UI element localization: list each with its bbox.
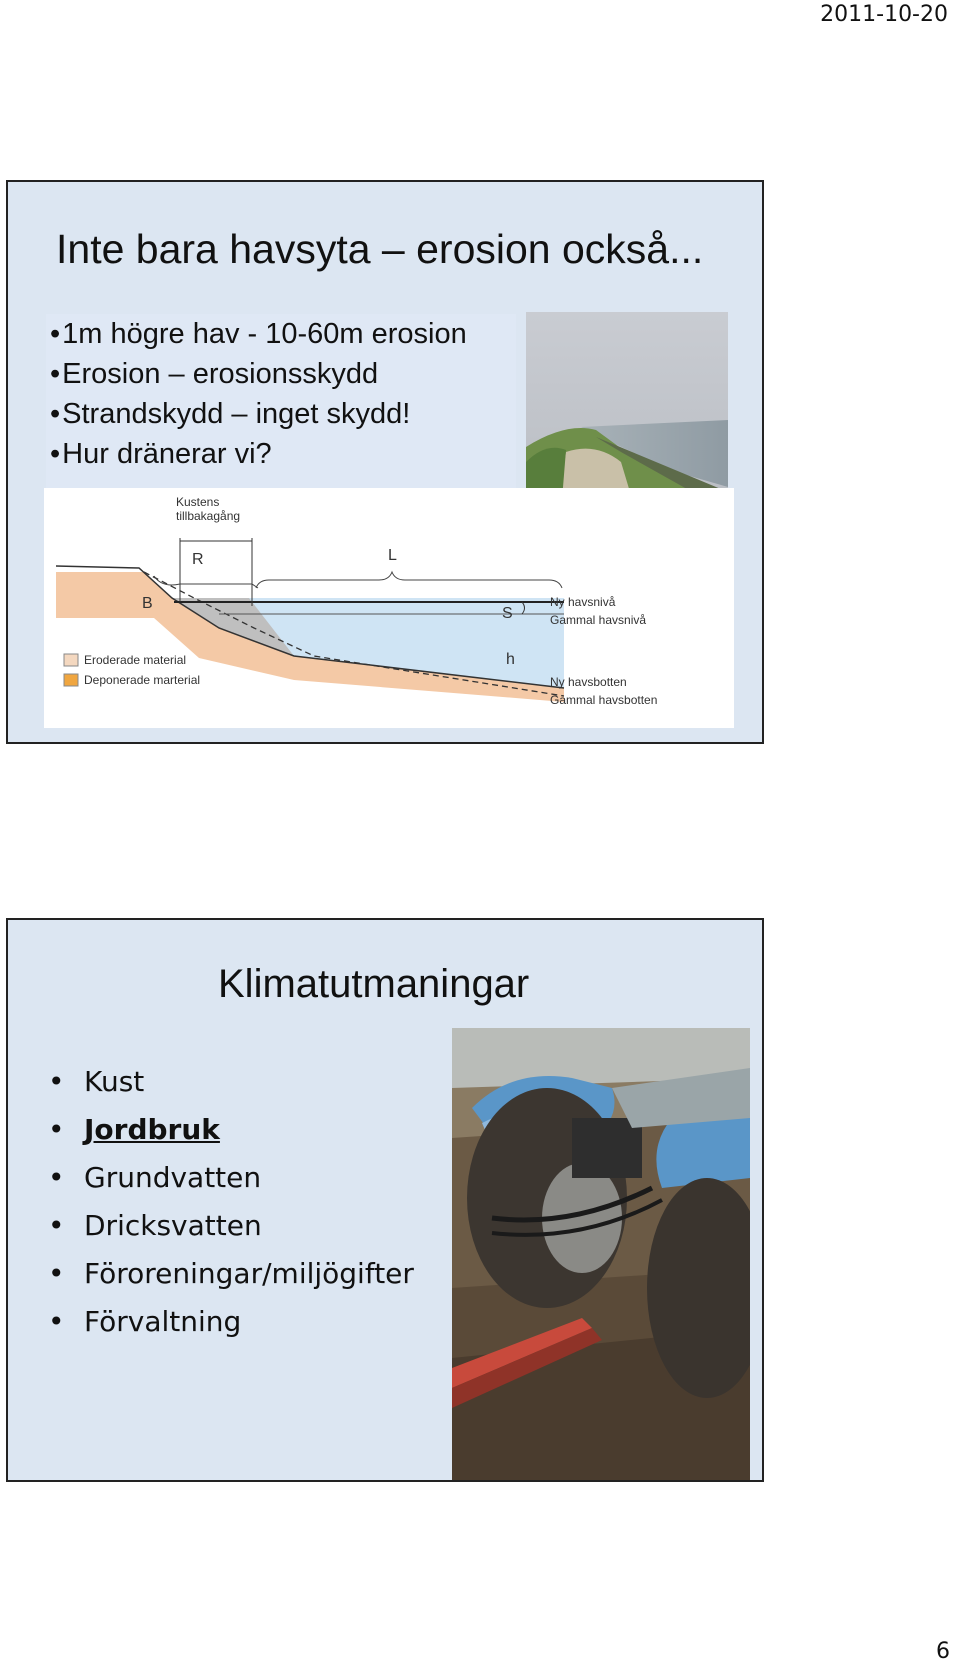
- tractor-photo: [452, 1028, 750, 1482]
- legend-eroderade: Eroderade material: [84, 653, 187, 667]
- bullet-list: [46, 314, 516, 492]
- label-h: h: [506, 651, 515, 668]
- legend-swatch-deponerade: [64, 674, 78, 686]
- bullet-item-active: • Jordbruk: [48, 1113, 220, 1146]
- diagram-heading-line2: tillbakagång: [176, 509, 241, 523]
- slide-title: Inte bara havsyta – erosion också...: [56, 226, 704, 272]
- label-s: S: [502, 605, 513, 622]
- bullet-item: • Kust: [48, 1065, 145, 1098]
- label-gammal-havsniva: Gammal havsnivå: [550, 613, 647, 627]
- slide-klimatutmaningar: [6, 918, 764, 1482]
- bullet-item: • Förvaltning: [48, 1305, 242, 1338]
- bullet-list: [48, 1058, 414, 1346]
- bullet-item: • 1m högre hav - 10-60m erosion: [46, 314, 516, 354]
- label-ny-havsbotten: Ny havsbotten: [550, 675, 627, 689]
- label-r: R: [192, 551, 204, 568]
- bullet-item: • Dricksvatten: [48, 1209, 262, 1242]
- diagram-heading-line1: Kustens: [176, 495, 220, 509]
- legend-deponerade: Deponerade marterial: [84, 673, 201, 687]
- bullet-item: • Grundvatten: [48, 1161, 262, 1194]
- slide-title: Klimatutmaningar: [218, 962, 530, 1006]
- bullet-item: • Strandskydd – inget skydd!: [46, 394, 516, 434]
- page-number: 6: [936, 1639, 950, 1664]
- bullet-item: • Erosion – erosionsskydd: [46, 354, 516, 394]
- label-gammal-havsbotten: Gammal havsbotten: [550, 693, 658, 707]
- erosion-diagram: [44, 488, 734, 728]
- label-b: B: [142, 595, 153, 612]
- bullet-item: • Hur dränerar vi?: [46, 434, 516, 474]
- label-l: L: [388, 547, 397, 564]
- slide-erosion: [6, 180, 764, 744]
- legend-swatch-eroderade: [64, 654, 78, 666]
- bullet-item: • Föroreningar/miljögifter: [48, 1257, 414, 1290]
- header-date: 2011-10-20: [820, 2, 948, 27]
- label-ny-havsniva: Ny havsnivå: [550, 595, 616, 609]
